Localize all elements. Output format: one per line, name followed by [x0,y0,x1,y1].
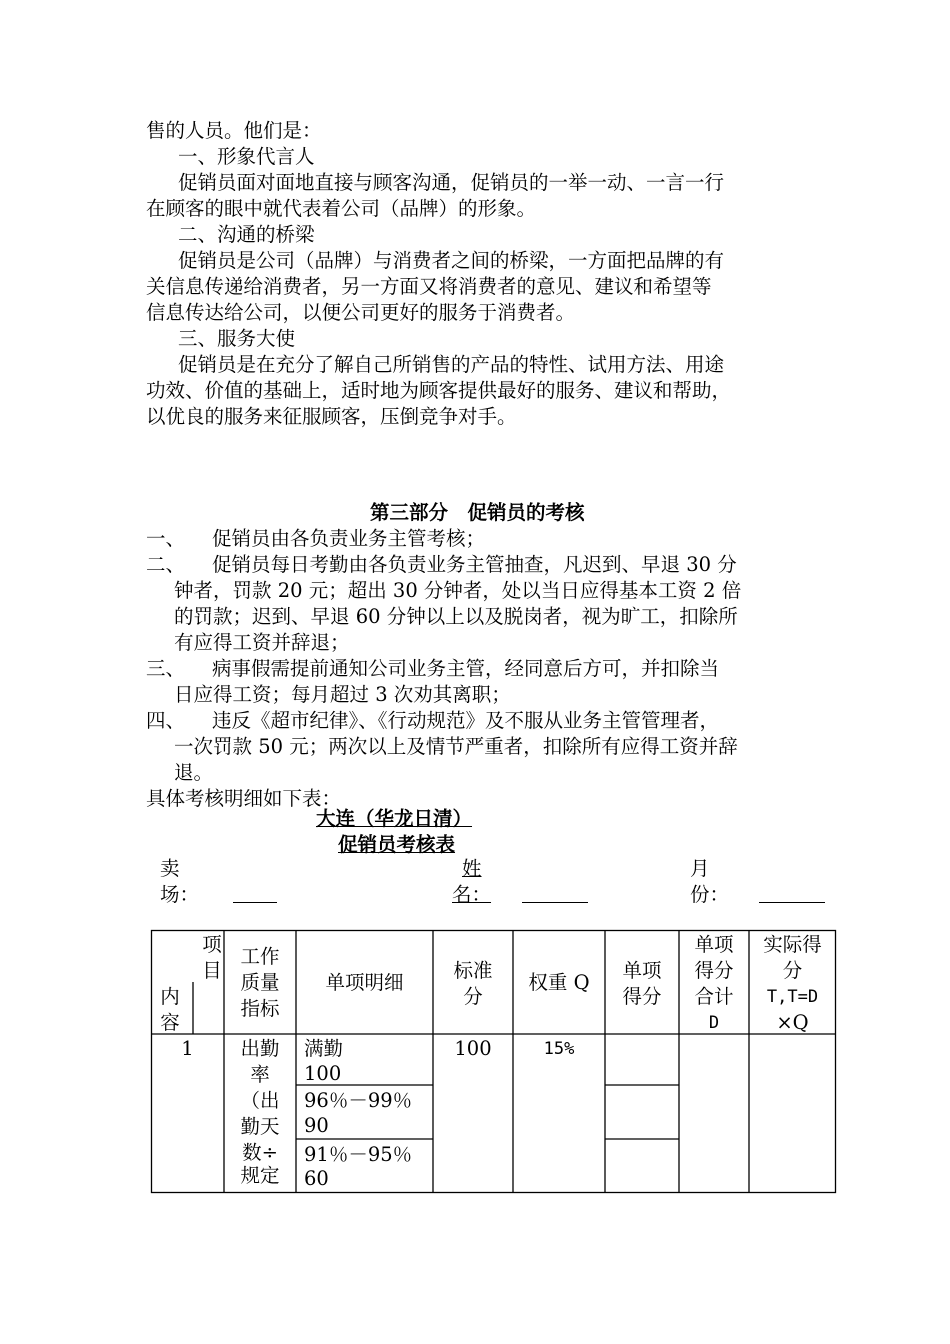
paragraph-line: 在顾客的眼中就代表着公司（品牌）的形象。 [146,197,537,220]
paragraph-line: 促销员面对面地直接与顾客沟通，促销员的一举一动、一言一行 [178,171,725,194]
heading-service: 三、服务大使 [178,327,296,350]
indicator-text: 数÷ [242,1141,278,1164]
heading-bridge: 二、沟通的桥梁 [178,223,315,246]
header-indicator: 工作 [240,945,280,968]
header-item-total: 单项 [694,933,734,956]
item-text: 一次罚款 50 元；两次以上及情节严重者，扣除所有应得工资并辞 [174,735,738,758]
detail-label: 满勤 [304,1037,344,1060]
paragraph-line: 促销员是公司（品牌）与消费者之间的桥梁，一方面把品牌的有 [178,249,725,272]
month-label-bottom: 份： [690,883,730,906]
indicator-text: （出 [240,1089,280,1112]
detail-score: 90 [304,1114,329,1137]
item-number: 二、 [146,553,186,576]
item-text: 的罚款；迟到、早退 60 分钟以上以及脱岗者，视为旷工，扣除所 [174,605,738,628]
item-text: 促销员每日考勤由各负责业务主管抽查，凡迟到、早退 30 分 [212,553,737,576]
heading-spokesperson: 一、形象代言人 [178,145,315,168]
store-label-bottom: 场： [160,883,200,906]
item-text: 钟者，罚款 20 元；超出 30 分钟者，处以当日应得基本工资 2 倍 [174,579,742,602]
name-label-top: 姓 [462,857,482,880]
item-text: 退。 [174,761,214,784]
header-detail: 单项明细 [325,971,404,994]
paragraph-line: 以优良的服务来征服顾客，压倒竞争对手。 [146,405,517,428]
header-indicator: 质量 [240,971,280,994]
name-label-bottom: 名： [452,883,492,906]
header-item-top: 项 [202,933,222,956]
header-standard: 标准 [453,959,493,982]
header-actual-score: ×Q [776,1011,809,1034]
indicator-text: 出勤 [240,1037,280,1060]
detail-score: 100 [304,1062,342,1085]
item-text: 促销员由各负责业务主管考核； [212,527,486,550]
detail-label: 91％－95％ [304,1143,413,1166]
item-number: 三、 [146,657,186,680]
header-item-score: 得分 [622,985,662,1008]
paragraph-line: 功效、价值的基础上，适时地为顾客提供最好的服务、建议和帮助， [146,379,732,402]
paragraph-line: 促销员是在充分了解自己所销售的产品的特性、试用方法、用途 [178,353,725,376]
indicator-text: 规定 [240,1164,280,1187]
header-actual-score: T,T=D [766,987,819,1007]
paragraph-line: 信息传达给公司，以便公司更好的服务于消费者。 [146,301,576,324]
detail-intro: 具体考核明细如下表： [146,787,342,810]
standard-score: 100 [454,1037,492,1060]
row-number: 1 [181,1037,194,1060]
header-weight: 权重 Q [528,971,590,994]
intro-line: 售的人员。他们是： [146,119,322,142]
header-content-bottom: 容 [160,1011,180,1034]
month-label-top: 月 [690,857,710,880]
section-title: 第三部分 促销员的考核 [370,501,585,524]
detail-label: 96％－99％ [304,1089,413,1112]
form-title-company: 大连（华龙日清） [316,807,473,830]
header-actual-score: 分 [782,959,803,982]
header-item-total: D [708,1013,720,1033]
header-item-total: 得分 [694,959,734,982]
header-item-bottom: 目 [202,959,222,982]
header-standard: 分 [463,985,483,1008]
item-text: 违反《超市纪律》、《行动规范》及不服从业务主管管理者， [212,709,720,732]
weight-value: 15% [543,1039,575,1059]
form-title: 促销员考核表 [338,833,456,856]
indicator-text: 勤天 [240,1115,280,1138]
header-content-top: 内 [160,985,180,1008]
item-text: 病事假需提前通知公司业务主管，经同意后方可，并扣除当 [212,657,720,680]
detail-score: 60 [304,1167,329,1190]
header-indicator: 指标 [240,997,280,1020]
store-label-top: 卖 [160,857,180,880]
header-item-score: 单项 [622,959,662,982]
item-number: 一、 [146,527,186,550]
header-item-total: 合计 [694,985,734,1008]
item-number: 四、 [146,709,186,732]
item-text: 日应得工资；每月超过 3 次劝其离职； [174,683,511,706]
paragraph-line: 关信息传递给消费者，另一方面又将消费者的意见、建议和希望等 [146,275,712,298]
item-text: 有应得工资并辞退； [174,631,350,654]
indicator-text: 率 [250,1063,270,1086]
header-actual-score: 实际得 [763,933,822,956]
